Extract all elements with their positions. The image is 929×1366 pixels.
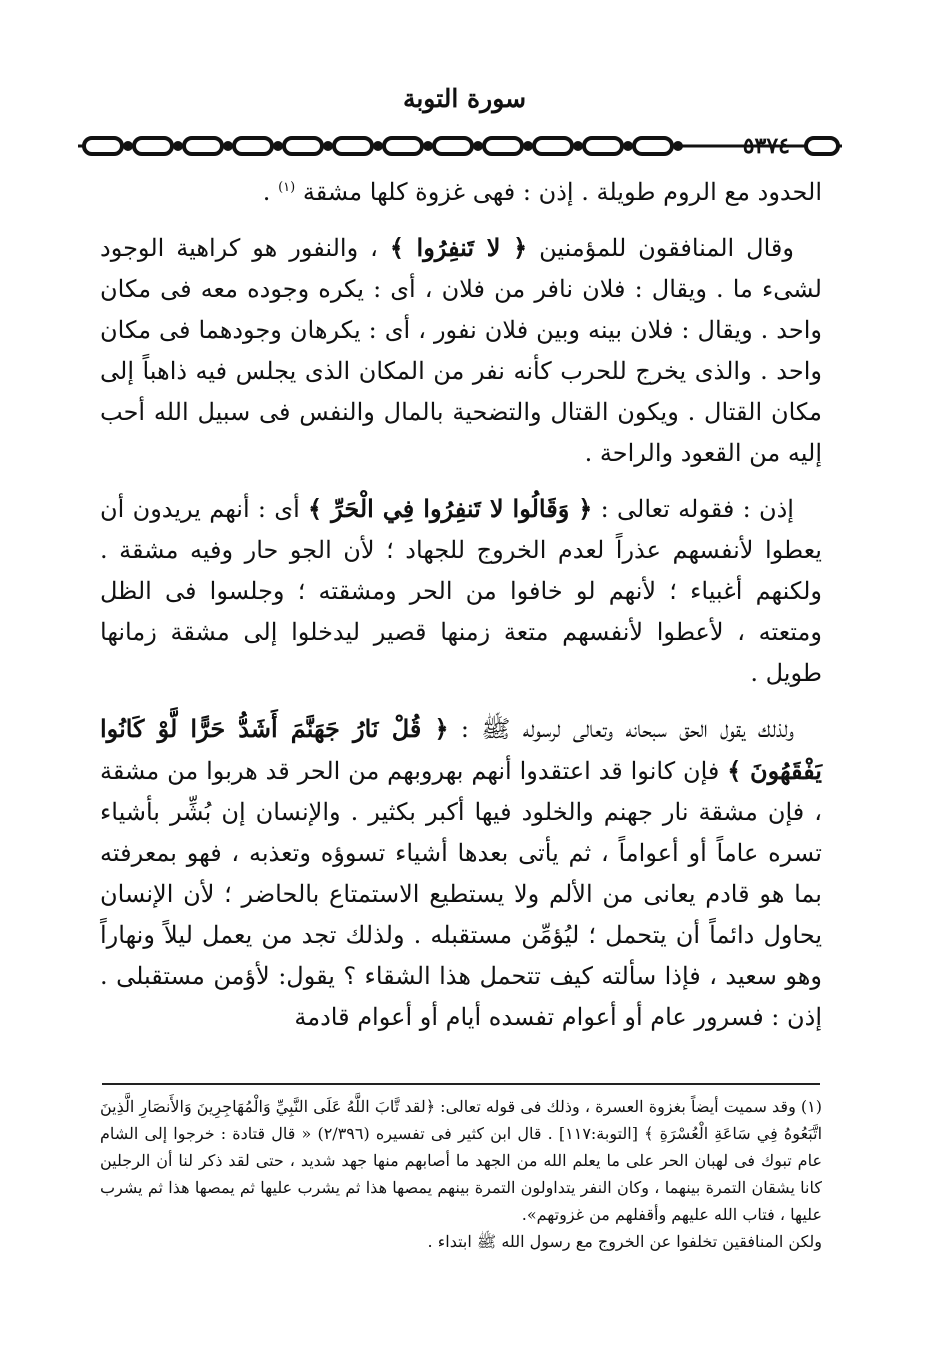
paragraph-4-intro: ولذلك يقول الحق سبحانه وتعالى لرسوله ﷺ :	[460, 715, 794, 743]
surah-title: سورة التوبة	[402, 84, 527, 113]
chain-link	[484, 138, 522, 154]
page-header	[78, 126, 842, 166]
chain-link	[584, 138, 622, 154]
footnote-1: (١) وقد سميت أيضاً بغزوة العسرة ، وذلك فى قوله تعالى: ﴿لقد تَّابَ اللَّهُ عَلَى النَّبِيِّ وَالْمُهَاجِرِينَ وَالأَنصَارِ الَّذِينَ اتَّبَعُوهُ فِي سَاعَةِ الْعُسْرَةِ ﴾ [التوبة:١١٧] . قال ابن كثير فى تفسيره (٢/٣٩٦) « قال قتادة : خرجوا إلى الشام عام تبوك فى لهبان الحر على ما يعلم الله من الجهد ما أصابهم منها جهد شديد ، حتى لقد ذكر لنا أن الرجلين كانا يشقان التمرة بينهما ، وكان النفر يتداولون التمرة بينهم يمصها هذا ثم يشرب عليها ثم يمصها هذا ثم يشرب عليها ، فتاب الله عليهم وأقفلهم من غزوتهم».	[100, 1097, 823, 1224]
chain-dot	[325, 143, 331, 149]
footnote-marker: (١)	[278, 180, 296, 195]
chain-link	[534, 138, 572, 154]
chain-link	[234, 138, 272, 154]
paragraph-4	[100, 708, 822, 1038]
paragraph-1-end: .	[262, 178, 271, 206]
chain-link	[806, 138, 838, 154]
footnote-divider	[102, 1083, 820, 1085]
paragraph-2-rest: ، والنفور هو كراهية الوجود لشىء ما . ويقال : فلان نافر من فلان ، أى : يكره وجوده معه فى مكان واحد . ويقال : فلان بينه وبين فلان نفور ، أى : يكرهان وجودهما فى مكان واحد . والذى يخرج للحرب كأنه نفر من المكان الذى يجلس فيه ذاهباً إلى مكان القتال . ويكون القتال والتضحية بالمال والنفس فى سبيل الله أحب إليه من القعود والراحة .	[100, 234, 823, 467]
chain-dot	[625, 143, 631, 149]
chain-dot	[375, 143, 381, 149]
paragraph-3-intro: إذن : فقوله تعالى :	[600, 495, 794, 523]
paragraph-2	[100, 227, 822, 474]
chain-link	[434, 138, 472, 154]
chain-dot	[675, 143, 681, 149]
chain-link	[384, 138, 422, 154]
chain-dot	[525, 143, 531, 149]
chain-dot	[475, 143, 481, 149]
paragraph-4-rest: فإن كانوا قد اعتقدوا أنهم بهروبهم من الحر قد هربوا من مشقة ، فإن مشقة نار جهنم والخلود فيها أكبر بكثير . والإنسان إن بُشِّر بأشياء تسره عاماً أو أعواماً ، ثم يأتى بعدها أشياء تسوؤه وتعذبه ، فهو بمعرفته بما هو قادم يعانى من الألم ولا يستطيع الاستمتاع بالحاضر ؛ لأن الإنسان يحاول دائماً أن يتحمل ؛ ليُؤمِّن مستقبله . ولذلك تجد من يعمل ليلاً ونهاراً وهو سعيد ، فإذا سألته كيف تتحمل هذا الشقاء ؟ يقول: لأؤمن مستقبلى . إذن : فسرور عام أو أعوام تفسده أيام أو أعوام قادمة	[100, 757, 822, 1031]
chain-link	[134, 138, 172, 154]
chain-link	[634, 138, 672, 154]
quran-quote-2: ﴿ وَقَالُوا لا تَنفِرُوا فِي الْحَرِّ ﴾	[308, 494, 593, 523]
chain-link	[334, 138, 372, 154]
chain-link	[184, 138, 222, 154]
chain-link	[84, 138, 122, 154]
ornamental-chain-border	[78, 126, 842, 166]
paragraph-3	[100, 488, 822, 694]
chain-link	[284, 138, 322, 154]
page-number: ٥٣٧٤	[742, 133, 790, 159]
quran-quote-1: ﴿ لا تَنفِرُوا ﴾	[389, 233, 528, 262]
chain-dot	[275, 143, 281, 149]
chain-dot	[125, 143, 131, 149]
paragraph-1-text: الحدود مع الروم طويلة . إذن : فهى غزوة كلها مشقة	[302, 178, 822, 206]
chain-dot	[575, 143, 581, 149]
quran-quote-3: ﴿ قُلْ نَارُ جَهَنَّمَ أَشَدُّ حَرًّا لَّوْ كَانُوا يَفْقَهُونَ ﴾	[100, 714, 822, 785]
chain-dot	[425, 143, 431, 149]
paragraph-2-intro: وقال المنافقون للمؤمنين	[539, 234, 794, 262]
main-text	[100, 172, 822, 1052]
footnotes	[100, 1093, 822, 1255]
chain-dot	[175, 143, 181, 149]
chain-dot	[225, 143, 231, 149]
paragraph-1	[100, 172, 822, 213]
paragraph-3-rest: أى : أنهم يريدون أن يعطوا لأنفسهم عذراً لعدم الخروج للجهاد ؛ لأن الجو حار وفيه مشقة . ولكنهم أغبياء ؛ لأنهم لو خافوا من الحر ومشقته ؛ وجلسوا فى الظل ومتعته ، لأعطوا لأنفسهم متعة زمنها قصير ليدخلوا إلى مشقة زمانها طويل .	[100, 495, 822, 687]
footnote-2: ولكن المنافقين تخلفوا عن الخروج مع رسول الله ﷺ ابتداء .	[427, 1232, 822, 1251]
